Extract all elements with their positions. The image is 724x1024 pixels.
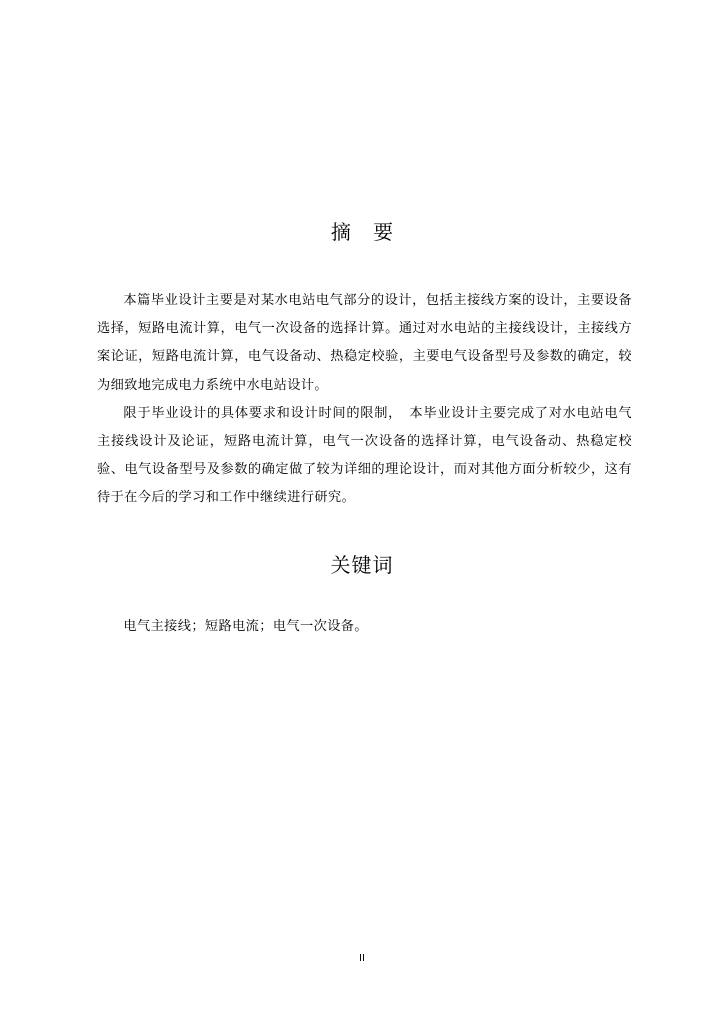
abstract-body [97,287,632,513]
page-number: II [359,953,365,964]
abstract-paragraph-2: 限于毕业设计的具体要求和设计时间的限制， 本毕业设计主要完成了对水电站电气主接线设计及论证，短路电流计算，电气一次设备的选择计算，电气设备动、热稳定校验、电气设备型号及参数的确定做了较为详细的理论设计，而对其他方面分析较少，这有待于在今后的学习和工作中继续进行研究。 [97,405,632,506]
keywords-text: 电气主接线；短路电流；电气一次设备。 [123,619,368,634]
keywords-title: 关键词 [330,553,394,577]
keywords-body [97,613,632,641]
abstract-paragraph-1: 本篇毕业设计主要是对某水电站电气部分的设计，包括主接线方案的设计，主要设备选择，短路电流计算，电气一次设备的选择计算。通过对水电站的主接线设计，主接线方案论证，短路电流计算，电气设备动、热稳定校验，主要电气设备型号及参数的确定，较为细致地完成电力系统中水电站设计。 [97,293,632,393]
abstract-title: 摘 要 [330,220,402,244]
